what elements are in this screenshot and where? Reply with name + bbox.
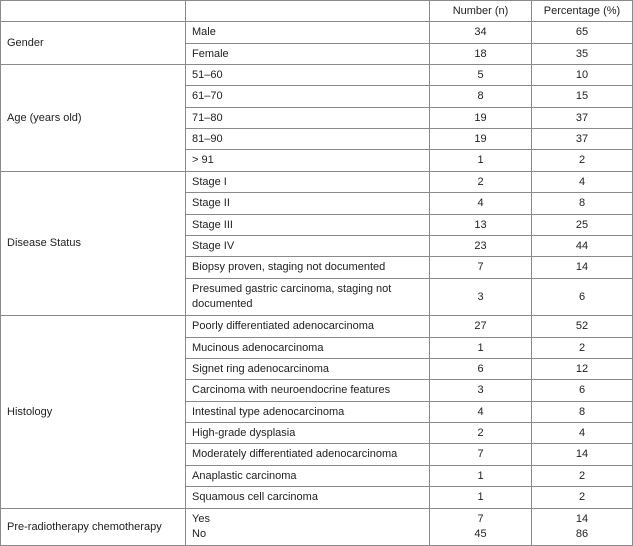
subcategory-cell: Female <box>186 44 430 65</box>
number-cell: 4 <box>430 193 532 215</box>
subcategory-cell: Anaplastic carcinoma <box>186 466 430 487</box>
subcategory-cell: Male <box>186 22 430 44</box>
number-cell: 18 <box>430 44 532 65</box>
number-cell: 3 <box>430 380 532 402</box>
number-cell: 23 <box>430 236 532 257</box>
subcategory-cell: 81–90 <box>186 129 430 150</box>
percentage-cell: 8 <box>532 193 633 215</box>
table-row <box>1 172 633 193</box>
subcategory-cell: Intestinal type adenocarcinoma <box>186 402 430 423</box>
category-disease-status: Disease Status <box>1 172 186 316</box>
number-cell: 8 <box>430 86 532 108</box>
percentage-cell <box>532 509 633 546</box>
percentage-cell: 2 <box>532 466 633 487</box>
percentage-cell: 8 <box>532 402 633 423</box>
subcategory-cell: Signet ring adenocarcinoma <box>186 359 430 380</box>
percentage-cell: 35 <box>532 44 633 65</box>
percentage-cell: 37 <box>532 129 633 150</box>
category-histology: Histology <box>1 316 186 509</box>
number-cell: 2 <box>430 172 532 193</box>
number-cell: 1 <box>430 487 532 509</box>
table-row <box>1 22 633 44</box>
number-cell: 7 <box>430 257 532 279</box>
percentage-cell: 6 <box>532 279 633 316</box>
category-age: Age (years old) <box>1 65 186 172</box>
subcategory-cell: Stage III <box>186 215 430 236</box>
number-cell: 1 <box>430 466 532 487</box>
header-blank-cell <box>1 1 186 22</box>
subcategory-yes: Yes <box>192 513 210 525</box>
subcategory-cell: Squamous cell carcinoma <box>186 487 430 509</box>
number-cell: 4 <box>430 402 532 423</box>
subcategory-no: No <box>192 528 207 540</box>
table-row <box>1 509 633 546</box>
percentage-cell: 2 <box>532 487 633 509</box>
percentage-cell: 15 <box>532 86 633 108</box>
number-cell: 7 <box>430 444 532 466</box>
subcategory-cell: Carcinoma with neuroendocrine features <box>186 380 430 402</box>
number-cell: 34 <box>430 22 532 44</box>
subcategory-cell: High-grade dysplasia <box>186 423 430 444</box>
number-cell: 6 <box>430 359 532 380</box>
subcategory-cell: 71–80 <box>186 108 430 129</box>
percentage-cell: 14 <box>532 257 633 279</box>
header-percentage: Percentage (%) <box>532 1 633 22</box>
percentage-cell: 12 <box>532 359 633 380</box>
subcategory-cell: Presumed gastric carcinoma, staging not documented <box>186 279 430 316</box>
percentage-cell: 44 <box>532 236 633 257</box>
percentage-cell: 52 <box>532 316 633 338</box>
number-cell: 1 <box>430 338 532 359</box>
header-number: Number (n) <box>430 1 532 22</box>
subcategory-cell: Biopsy proven, staging not documented <box>186 257 430 279</box>
subcategory-cell <box>186 509 430 546</box>
subcategory-cell: > 91 <box>186 150 430 172</box>
percentage-cell: 14 <box>532 444 633 466</box>
number-cell <box>430 509 532 546</box>
subcategory-cell: 51–60 <box>186 65 430 86</box>
subcategory-cell: Mucinous adenocarcinoma <box>186 338 430 359</box>
number-no: 45 <box>474 528 487 540</box>
percentage-yes: 14 <box>575 513 589 525</box>
number-cell: 19 <box>430 108 532 129</box>
percentage-cell: 4 <box>532 423 633 444</box>
number-cell: 1 <box>430 150 532 172</box>
number-cell: 5 <box>430 65 532 86</box>
subcategory-cell: Stage I <box>186 172 430 193</box>
percentage-cell: 65 <box>532 22 633 44</box>
header-blank-cell-2 <box>186 1 430 22</box>
table-row <box>1 65 633 86</box>
percentage-cell: 2 <box>532 338 633 359</box>
percentage-no: 86 <box>575 528 589 540</box>
category-chemotherapy: Pre-radiotherapy chemotherapy <box>1 509 186 546</box>
table-row <box>1 316 633 338</box>
percentage-cell: 6 <box>532 380 633 402</box>
number-cell: 3 <box>430 279 532 316</box>
percentage-cell: 10 <box>532 65 633 86</box>
percentage-cell: 37 <box>532 108 633 129</box>
category-gender: Gender <box>1 22 186 65</box>
subcategory-cell: Stage II <box>186 193 430 215</box>
number-cell: 13 <box>430 215 532 236</box>
percentage-cell: 25 <box>532 215 633 236</box>
number-yes: 7 <box>477 513 484 525</box>
subcategory-cell: Stage IV <box>186 236 430 257</box>
percentage-cell: 4 <box>532 172 633 193</box>
number-cell: 2 <box>430 423 532 444</box>
subcategory-cell: 61–70 <box>186 86 430 108</box>
number-cell: 19 <box>430 129 532 150</box>
percentage-cell: 2 <box>532 150 633 172</box>
header-row <box>1 1 633 22</box>
number-cell: 27 <box>430 316 532 338</box>
subcategory-cell: Poorly differentiated adenocarcinoma <box>186 316 430 338</box>
subcategory-cell: Moderately differentiated adenocarcinoma <box>186 444 430 466</box>
